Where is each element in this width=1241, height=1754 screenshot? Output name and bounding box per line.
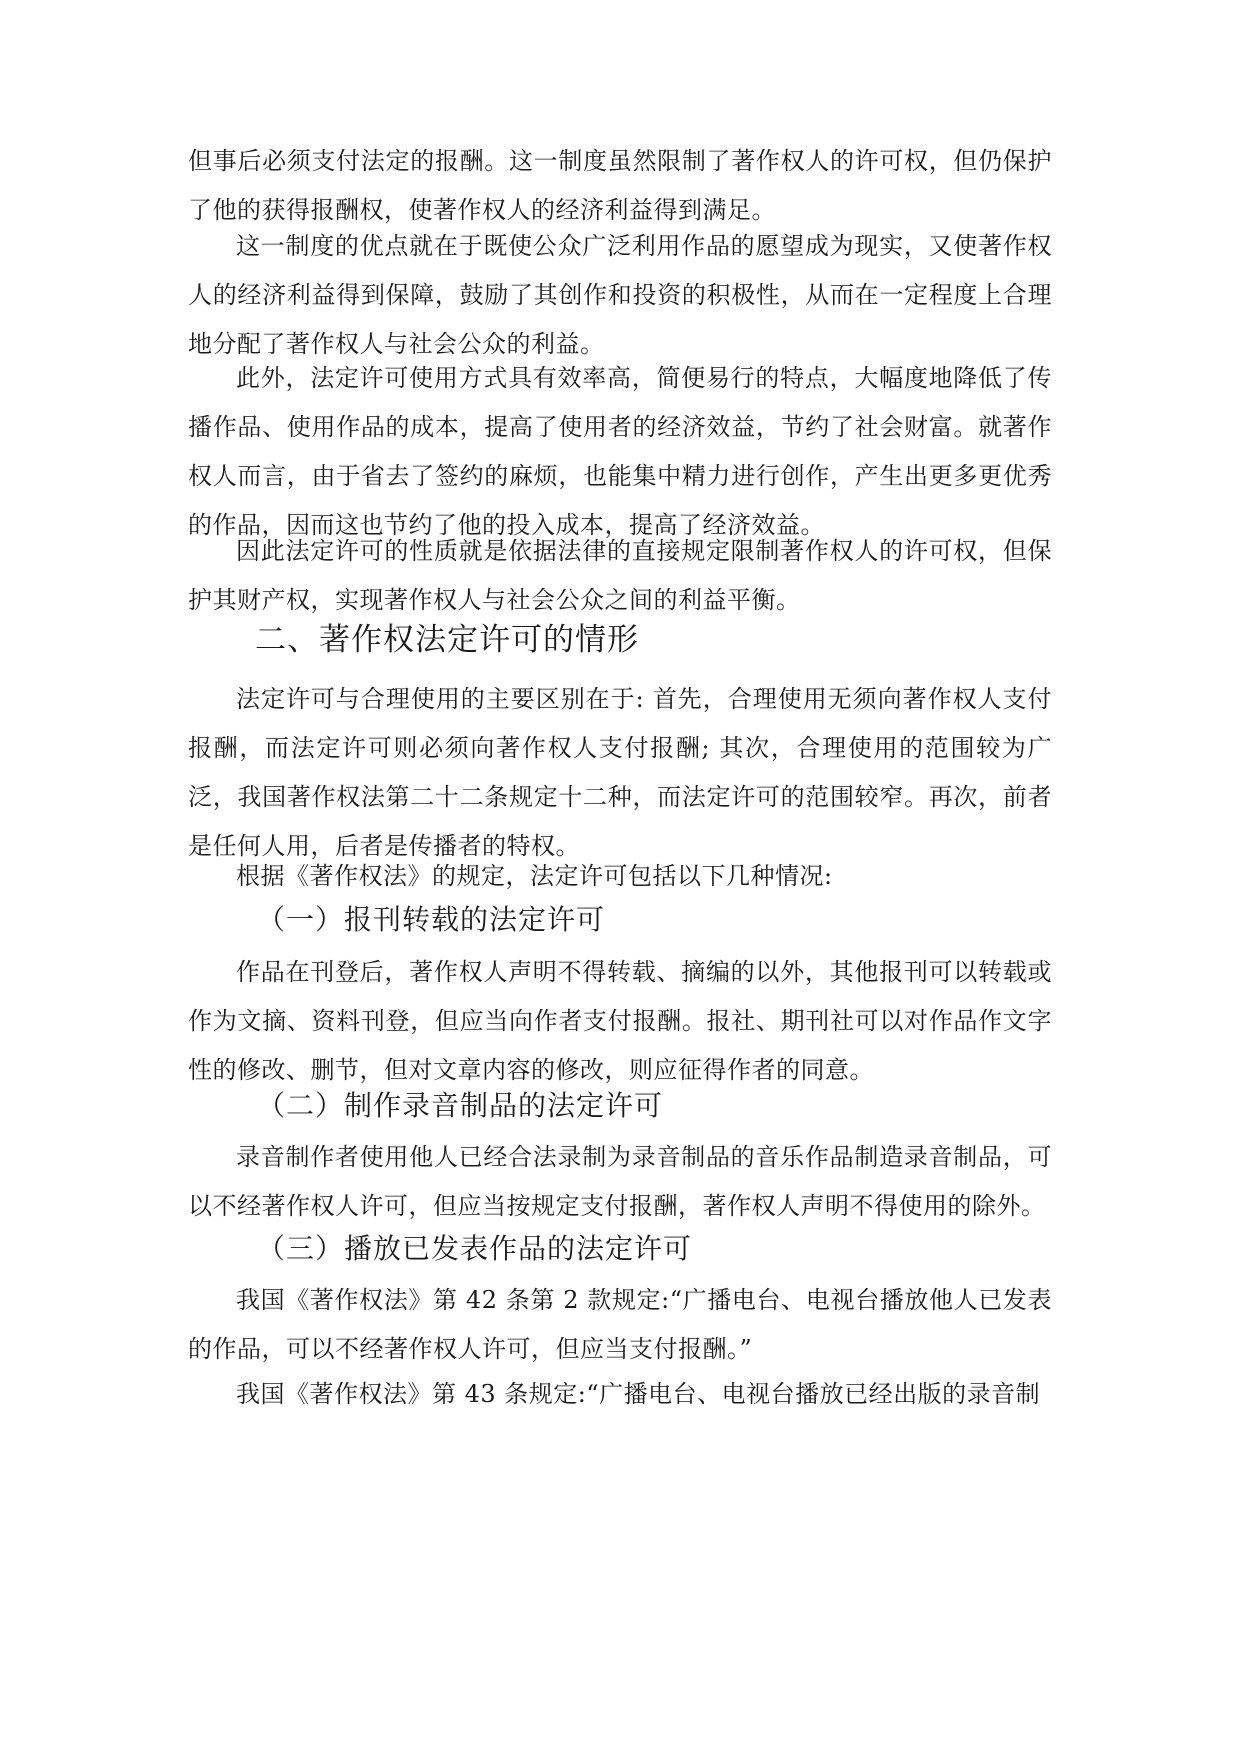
subheading-sound-recording: （二）制作录音制品的法定许可 xyxy=(257,1089,664,1122)
paragraph-nature: 因此法定许可的性质就是依据法律的直接规定限制著作权人的许可权，但保护其财产权，实现著作权人与社会公众之间的利益平衡。 xyxy=(188,537,1052,614)
subheading-reprint: （一）报刊转载的法定许可 xyxy=(257,903,606,936)
paragraph-reprint: 作品在刊登后，著作权人声明不得转载、摘编的以外，其他报刊可以转载或作为文摘、资料刊登，但应当向作者支付报酬。报社、期刊社可以对作品作文字性的修改、删节，但对文章内容的修改，则应征得作者的同意。 xyxy=(188,958,1052,1084)
section-heading-statutory-license-cases: 二、著作权法定许可的情形 xyxy=(255,622,639,658)
paragraph-efficiency: 此外，法定许可使用方式具有效率高，简便易行的特点，大幅度地降低了传播作品、使用作品的成本，提高了使用者的经济效益，节约了社会财富。就著作权人而言，由于省去了签约的麻烦，也能集中精力进行创作，产生出更多更优秀的作品，因而这也节约了他的投入成本，提高了经济效益。 xyxy=(188,364,1052,539)
paragraph-payment-continuation: 但事后必须支付法定的报酬。这一制度虽然限制了著作权人的许可权，但仍保护了他的获得报酬权，使著作权人的经济利益得到满足。 xyxy=(188,147,1052,224)
paragraph-differences: 法定许可与合理使用的主要区别在于: 首先，合理使用无须向著作权人支付报酬，而法定许可则必须向著作权人支付报酬; 其次，合理使用的范围较为广泛，我国著作权法第二十二条规定十二种，而法定许可的范围较窄。再次，前者是任何人用，后者是传播者的特权。 xyxy=(188,685,1052,860)
paragraph-article-43: 我国《著作权法》第 43 条规定:“广播电台、电视台播放已经出版的录音制 xyxy=(236,1380,1041,1408)
subheading-broadcast: （三）播放已发表作品的法定许可 xyxy=(257,1232,693,1265)
paragraph-article-42: 我国《著作权法》第 42 条第 2 款规定:“广播电台、电视台播放他人已发表的作品，可以不经著作权人许可，但应当支付报酬。” xyxy=(188,1286,1052,1363)
paragraph-sound-recording: 录音制作者使用他人已经合法录制为录音制品的音乐作品制造录音制品，可以不经著作权人许可，但应当按规定支付报酬，著作权人声明不得使用的除外。 xyxy=(188,1143,1052,1220)
paragraph-list-intro: 根据《著作权法》的规定，法定许可包括以下几种情况: xyxy=(236,862,833,890)
paragraph-advantages: 这一制度的优点就在于既使公众广泛利用作品的愿望成为现实，又使著作权人的经济利益得到保障，鼓励了其创作和投资的积极性，从而在一定程度上合理地分配了著作权人与社会公众的利益。 xyxy=(188,232,1052,358)
